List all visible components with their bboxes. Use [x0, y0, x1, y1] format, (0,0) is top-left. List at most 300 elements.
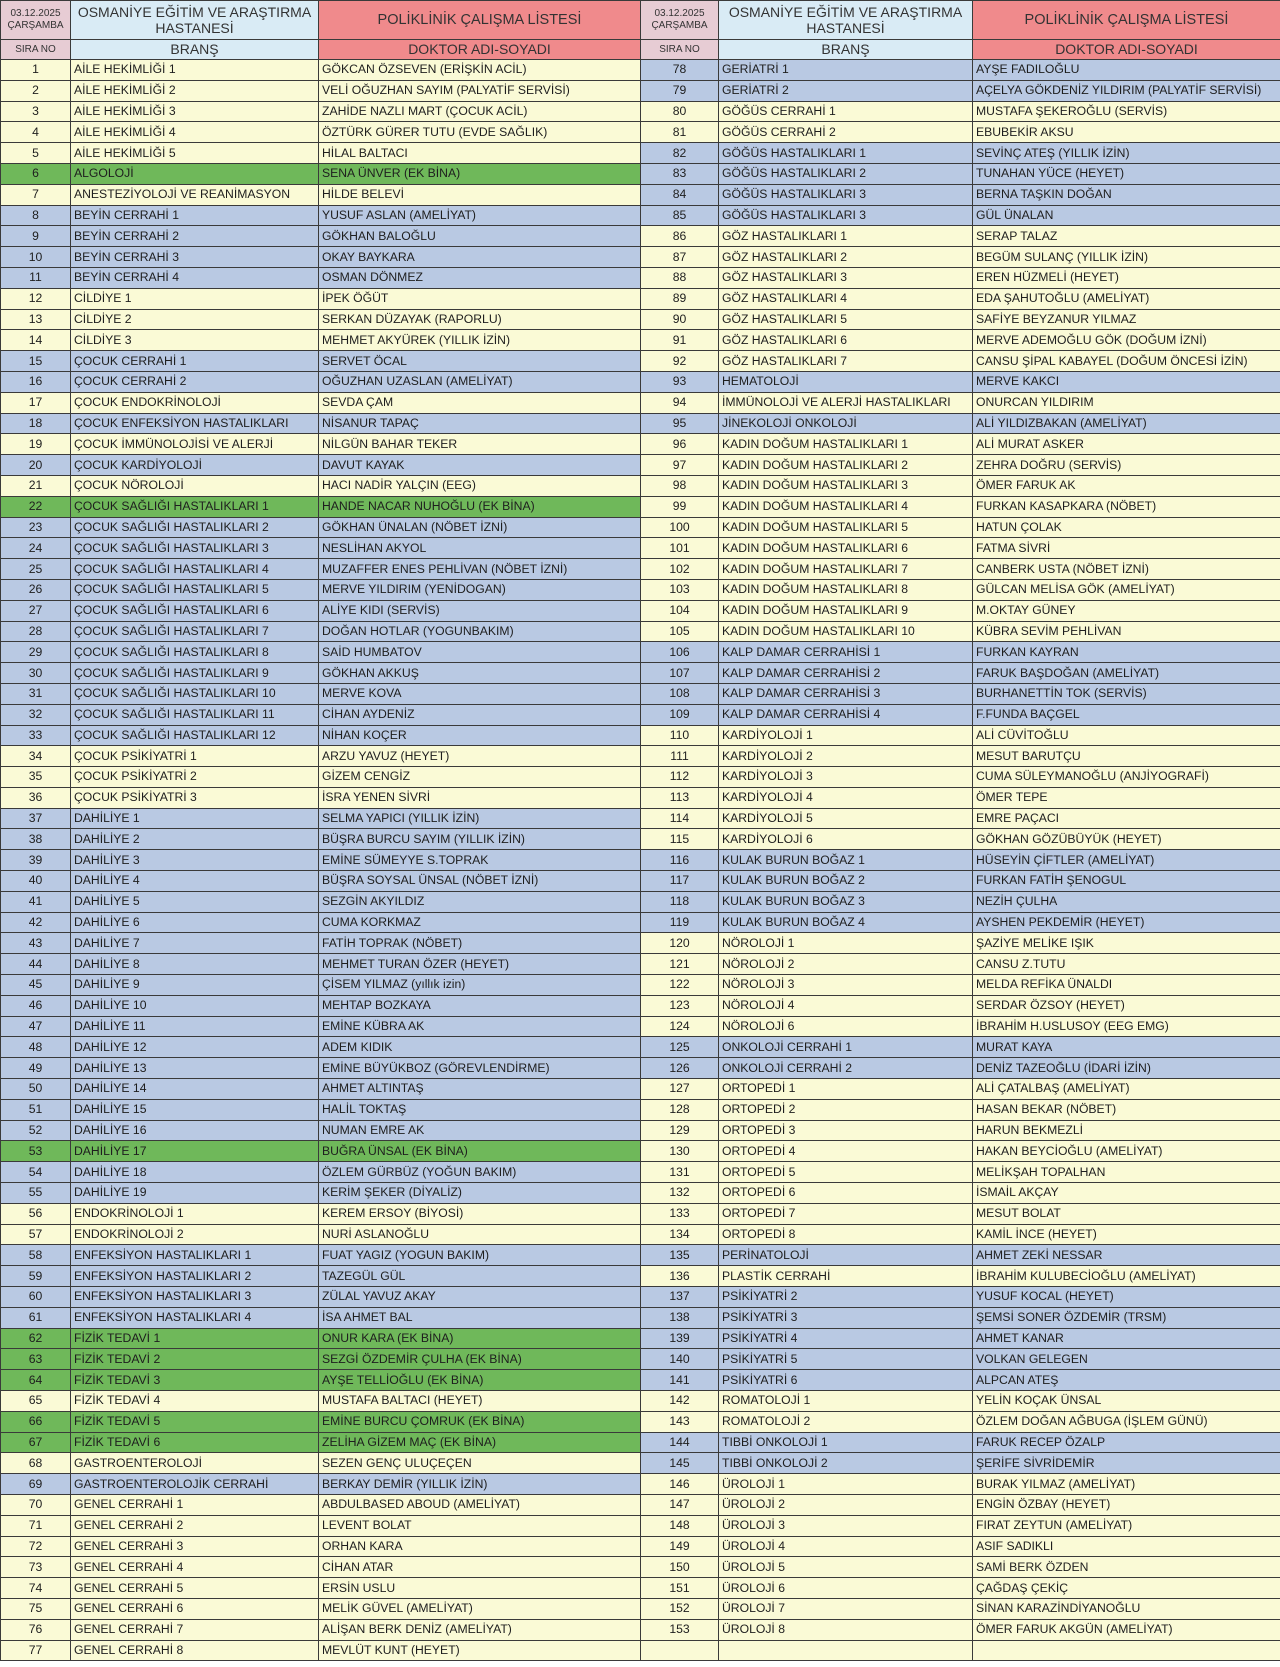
doktor-cell: ALİ YILDIZBAKAN (AMELİYAT): [973, 413, 1280, 434]
brans-cell: [719, 1640, 973, 1661]
sira-no-cell: 39: [1, 850, 71, 871]
table-row: [641, 267, 1280, 288]
brans-cell: KALP DAMAR CERRAHİSİ 3: [719, 683, 973, 704]
doktor-cell: ALİ ÇATALBAŞ (AMELİYAT): [973, 1079, 1280, 1100]
sira-no-cell: 144: [641, 1432, 719, 1453]
doktor-cell: CANSU ŞİPAL KABAYEL (DOĞUM ÖNCESİ İZİN): [973, 351, 1280, 372]
day-label: ÇARŞAMBA: [651, 20, 708, 31]
sira-no-cell: 110: [641, 725, 719, 746]
sira-no-cell: 131: [641, 1162, 719, 1183]
table-row: [641, 579, 1280, 600]
brans-cell: CİLDİYE 3: [71, 330, 319, 351]
table-row: [641, 60, 1280, 81]
doktor-cell: ONURCAN YILDIRIM: [973, 392, 1280, 413]
brans-cell: KADIN DOĞUM HASTALIKLARI 2: [719, 455, 973, 476]
right-table-body: [641, 60, 1280, 1661]
brans-cell: ÜROLOJİ 4: [719, 1536, 973, 1557]
sira-no-cell: 147: [641, 1494, 719, 1515]
table-row: [641, 787, 1280, 808]
doktor-cell: TAZEGÜL GÜL: [319, 1266, 641, 1287]
brans-cell: DAHİLİYE 14: [71, 1079, 319, 1100]
table-row: [1, 475, 641, 496]
doktor-cell: CANBERK USTA (NÖBET İZNİ): [973, 559, 1280, 580]
table-row: [1, 621, 641, 642]
sira-no-cell: 141: [641, 1370, 719, 1391]
sira-no-cell: 81: [641, 122, 719, 143]
sira-no-cell: 40: [1, 871, 71, 892]
brans-cell: ENFEKSİYON HASTALIKLARI 2: [71, 1266, 319, 1287]
sira-no-cell: 62: [1, 1328, 71, 1349]
sira-no-cell: 32: [1, 704, 71, 725]
sira-no-cell: 57: [1, 1224, 71, 1245]
sira-no-cell: 11: [1, 267, 71, 288]
doktor-cell: HÜSEYİN ÇİFTLER (AMELİYAT): [973, 850, 1280, 871]
doktor-cell: [973, 1640, 1280, 1661]
brans-cell: ÇOCUK PSİKİYATRİ 2: [71, 767, 319, 788]
sira-no-cell: 90: [641, 309, 719, 330]
doktor-cell: HARUN BEKMEZLİ: [973, 1120, 1280, 1141]
sira-no-cell: 122: [641, 975, 719, 996]
table-row: [1, 1079, 641, 1100]
doktor-cell: SEZEN GENÇ ULUÇEÇEN: [319, 1453, 641, 1474]
brans-cell: ÇOCUK NÖROLOJİ: [71, 475, 319, 496]
table-row: [1, 600, 641, 621]
table-row: [1, 1432, 641, 1453]
list-title: POLİKLİNİK ÇALIŞMA LİSTESİ: [973, 1, 1280, 40]
doktor-cell: EMİNE BURCU ÇOMRUK (EK BİNA): [319, 1411, 641, 1432]
brans-cell: KARDİYOLOJİ 1: [719, 725, 973, 746]
doktor-cell: VELİ OĞUZHAN SAYIM (PALYATİF SERVİSİ): [319, 80, 641, 101]
sira-no-cell: 119: [641, 912, 719, 933]
brans-cell: ORTOPEDİ 3: [719, 1120, 973, 1141]
sira-no-cell: 69: [1, 1474, 71, 1495]
doktor-cell: KERİM ŞEKER (DİYALİZ): [319, 1183, 641, 1204]
doktor-cell: AYSHEN PEKDEMİR (HEYET): [973, 912, 1280, 933]
sira-no-cell: 109: [641, 704, 719, 725]
sira-no-cell: 120: [641, 933, 719, 954]
brans-cell: DAHİLİYE 9: [71, 975, 319, 996]
date-cell: [641, 1, 719, 40]
brans-cell: ÇOCUK PSİKİYATRİ 1: [71, 746, 319, 767]
table-row: [641, 1557, 1280, 1578]
doktor-cell: DENİZ TAZEOĞLU (İDARİ İZİN): [973, 1058, 1280, 1079]
sira-no-cell: 4: [1, 122, 71, 143]
sira-no-cell: 8: [1, 205, 71, 226]
brans-cell: GÖZ HASTALIKLARI 5: [719, 309, 973, 330]
brans-cell: KARDİYOLOJİ 4: [719, 787, 973, 808]
doktor-cell: NEZİH ÇULHA: [973, 891, 1280, 912]
left-column-header-row: [1, 40, 641, 60]
left-table-body: [1, 60, 641, 1661]
doktor-cell: ŞAZİYE MELİKE IŞIK: [973, 933, 1280, 954]
brans-cell: DAHİLİYE 17: [71, 1141, 319, 1162]
brans-cell: ORTOPEDİ 5: [719, 1162, 973, 1183]
brans-cell: ÇOCUK PSİKİYATRİ 3: [71, 787, 319, 808]
table-row: [641, 1307, 1280, 1328]
brans-cell: ÜROLOJİ 1: [719, 1474, 973, 1495]
table-row: [641, 1536, 1280, 1557]
brans-cell: FİZİK TEDAVİ 1: [71, 1328, 319, 1349]
brans-cell: GÖZ HASTALIKLARI 4: [719, 288, 973, 309]
brans-cell: KADIN DOĞUM HASTALIKLARI 3: [719, 475, 973, 496]
doktor-cell: FARUK RECEP ÖZALP: [973, 1432, 1280, 1453]
table-row: [641, 496, 1280, 517]
table-row: [641, 1203, 1280, 1224]
table-row: [1, 247, 641, 268]
table-row: [641, 1619, 1280, 1640]
sira-no-cell: 25: [1, 559, 71, 580]
sira-no-cell: 56: [1, 1203, 71, 1224]
doktor-cell: SERVET ÖCAL: [319, 351, 641, 372]
brans-cell: CİLDİYE 1: [71, 288, 319, 309]
table-row: [1, 1328, 641, 1349]
table-row: [1, 60, 641, 81]
sira-no-cell: 103: [641, 579, 719, 600]
doktor-cell: KEREM ERSOY (BİYOSİ): [319, 1203, 641, 1224]
doktor-cell: AYŞE TELLİOĞLU (EK BİNA): [319, 1370, 641, 1391]
brans-cell: AİLE HEKİMLİĞİ 2: [71, 80, 319, 101]
brans-cell: GENEL CERRAHİ 4: [71, 1557, 319, 1578]
brans-cell: DAHİLİYE 19: [71, 1183, 319, 1204]
sira-no-cell: 150: [641, 1557, 719, 1578]
brans-cell: ÇOCUK CERRAHİ 2: [71, 371, 319, 392]
doktor-cell: YUSUF KOCAL (HEYET): [973, 1287, 1280, 1308]
table-row: [1, 434, 641, 455]
table-row: [641, 1328, 1280, 1349]
brans-cell: KALP DAMAR CERRAHİSİ 4: [719, 704, 973, 725]
brans-cell: TIBBİ ONKOLOJİ 1: [719, 1432, 973, 1453]
doktor-cell: MUSTAFA BALTACI (HEYET): [319, 1391, 641, 1412]
brans-cell: ENFEKSİYON HASTALIKLARI 1: [71, 1245, 319, 1266]
doktor-cell: SELMA YAPICI (YILLIK İZİN): [319, 808, 641, 829]
brans-cell: KALP DAMAR CERRAHİSİ 1: [719, 642, 973, 663]
sira-no-cell: 31: [1, 683, 71, 704]
sira-no-cell: 145: [641, 1453, 719, 1474]
brans-cell: ÇOCUK SAĞLIĞI HASTALIKLARI 8: [71, 642, 319, 663]
sira-no-cell: 136: [641, 1266, 719, 1287]
brans-cell: KADIN DOĞUM HASTALIKLARI 7: [719, 559, 973, 580]
column-header-doktor: DOKTOR ADI-SOYADI: [319, 40, 641, 60]
table-row: [641, 163, 1280, 184]
sira-no-cell: 48: [1, 1037, 71, 1058]
sira-no-cell: 84: [641, 184, 719, 205]
sira-no-cell: 83: [641, 163, 719, 184]
doktor-cell: ÖZLEM DOĞAN AĞBUGA (İŞLEM GÜNÜ): [973, 1411, 1280, 1432]
brans-cell: PSİKİYATRİ 3: [719, 1307, 973, 1328]
table-row: [641, 871, 1280, 892]
sira-no-cell: 133: [641, 1203, 719, 1224]
brans-cell: BEYİN CERRAHİ 1: [71, 205, 319, 226]
sira-no-cell: 53: [1, 1141, 71, 1162]
doktor-cell: ŞERİFE SİVRİDEMİR: [973, 1453, 1280, 1474]
table-row: [641, 1578, 1280, 1599]
brans-cell: DAHİLİYE 3: [71, 850, 319, 871]
sira-no-cell: 117: [641, 871, 719, 892]
table-row: [1, 1411, 641, 1432]
table-row: [641, 1391, 1280, 1412]
right-column-header-row: [641, 40, 1280, 60]
brans-cell: ANESTEZİYOLOJİ VE REANİMASYON: [71, 184, 319, 205]
brans-cell: PSİKİYATRİ 2: [719, 1287, 973, 1308]
table-row: [641, 975, 1280, 996]
table-row: [1, 371, 641, 392]
brans-cell: ÇOCUK İMMÜNOLOJİSİ VE ALERJİ: [71, 434, 319, 455]
sira-no-cell: 137: [641, 1287, 719, 1308]
doktor-cell: ZAHİDE NAZLI MART (ÇOCUK ACİL): [319, 101, 641, 122]
sira-no-cell: 102: [641, 559, 719, 580]
sira-no-cell: 123: [641, 995, 719, 1016]
table-row: [1, 1016, 641, 1037]
table-row: [641, 475, 1280, 496]
brans-cell: GÖZ HASTALIKLARI 3: [719, 267, 973, 288]
sira-no-cell: 55: [1, 1183, 71, 1204]
doktor-cell: HACI NADİR YALÇIN (EEG): [319, 475, 641, 496]
brans-cell: ÇOCUK SAĞLIĞI HASTALIKLARI 10: [71, 683, 319, 704]
brans-cell: GÖĞÜS HASTALIKLARI 2: [719, 163, 973, 184]
sira-no-cell: 140: [641, 1349, 719, 1370]
brans-cell: AİLE HEKİMLİĞİ 5: [71, 143, 319, 164]
doktor-cell: EMİNE SÜMEYYE S.TOPRAK: [319, 850, 641, 871]
brans-cell: PSİKİYATRİ 6: [719, 1370, 973, 1391]
brans-cell: GENEL CERRAHİ 8: [71, 1640, 319, 1661]
brans-cell: ÜROLOJİ 3: [719, 1515, 973, 1536]
brans-cell: PLASTİK CERRAHİ: [719, 1266, 973, 1287]
table-row: [641, 1432, 1280, 1453]
brans-cell: ÜROLOJİ 6: [719, 1578, 973, 1599]
brans-cell: NÖROLOJİ 3: [719, 975, 973, 996]
sira-no-cell: 7: [1, 184, 71, 205]
doktor-cell: AÇELYA GÖKDENİZ YILDIRIM (PALYATİF SERVİSİ): [973, 80, 1280, 101]
brans-cell: ÜROLOJİ 2: [719, 1494, 973, 1515]
sira-no-cell: 98: [641, 475, 719, 496]
sira-no-cell: 22: [1, 496, 71, 517]
right-title-row: [641, 1, 1280, 40]
doktor-cell: SAİD HUMBATOV: [319, 642, 641, 663]
doktor-cell: EMİNE BÜYÜKBOZ (GÖREVLENDİRME): [319, 1058, 641, 1079]
sira-no-cell: 118: [641, 891, 719, 912]
doktor-cell: MEHTAP BOZKAYA: [319, 995, 641, 1016]
date-label: 03.12.2025: [654, 8, 705, 19]
column-header-sira-no: SIRA NO: [641, 40, 719, 60]
brans-cell: GÖZ HASTALIKLARI 1: [719, 226, 973, 247]
table-row: [641, 1058, 1280, 1079]
doktor-cell: FARUK BAŞDOĞAN (AMELİYAT): [973, 663, 1280, 684]
table-row: [1, 496, 641, 517]
brans-cell: DAHİLİYE 10: [71, 995, 319, 1016]
doktor-cell: OKAY BAYKARA: [319, 247, 641, 268]
brans-cell: PERİNATOLOJİ: [719, 1245, 973, 1266]
table-row: [1, 1536, 641, 1557]
brans-cell: NÖROLOJİ 6: [719, 1016, 973, 1037]
doktor-cell: GÖKCAN ÖZSEVEN (ERİŞKİN ACİL): [319, 60, 641, 81]
doktor-cell: NİHAN KOÇER: [319, 725, 641, 746]
table-row: [641, 1494, 1280, 1515]
brans-cell: KADIN DOĞUM HASTALIKLARI 5: [719, 517, 973, 538]
brans-cell: ONKOLOJİ CERRAHİ 2: [719, 1058, 973, 1079]
column-header-brans: BRANŞ: [719, 40, 973, 60]
brans-cell: BEYİN CERRAHİ 4: [71, 267, 319, 288]
doktor-cell: ARZU YAVUZ (HEYET): [319, 746, 641, 767]
sira-no-cell: 101: [641, 538, 719, 559]
table-row: [641, 517, 1280, 538]
table-row: [641, 1474, 1280, 1495]
doktor-cell: ONUR KARA (EK BİNA): [319, 1328, 641, 1349]
table-row: [641, 850, 1280, 871]
doktor-cell: BUĞRA ÜNSAL (EK BİNA): [319, 1141, 641, 1162]
doktor-cell: CUMA KORKMAZ: [319, 912, 641, 933]
table-row: [1, 954, 641, 975]
sira-no-cell: 33: [1, 725, 71, 746]
doktor-cell: CİHAN ATAR: [319, 1557, 641, 1578]
table-row: [1, 704, 641, 725]
table-row: [641, 663, 1280, 684]
table-row: [1, 413, 641, 434]
brans-cell: DAHİLİYE 12: [71, 1037, 319, 1058]
sira-no-cell: 87: [641, 247, 719, 268]
table-row: [641, 101, 1280, 122]
doktor-cell: İSMAİL AKÇAY: [973, 1183, 1280, 1204]
sira-no-cell: 104: [641, 600, 719, 621]
brans-cell: DAHİLİYE 11: [71, 1016, 319, 1037]
doktor-cell: ABDULBASED ABOUD (AMELİYAT): [319, 1494, 641, 1515]
sira-no-cell: 21: [1, 475, 71, 496]
doktor-cell: SERKAN DÜZAYAK (RAPORLU): [319, 309, 641, 330]
sira-no-cell: [641, 1640, 719, 1661]
table-row: [1, 850, 641, 871]
table-row: [1, 1453, 641, 1474]
brans-cell: FİZİK TEDAVİ 2: [71, 1349, 319, 1370]
brans-cell: DAHİLİYE 16: [71, 1120, 319, 1141]
sira-no-cell: 99: [641, 496, 719, 517]
table-row: [1, 746, 641, 767]
doktor-cell: ORHAN KARA: [319, 1536, 641, 1557]
table-row: [641, 767, 1280, 788]
doktor-cell: SAFİYE BEYZANUR YILMAZ: [973, 309, 1280, 330]
brans-cell: GÖĞÜS CERRAHİ 2: [719, 122, 973, 143]
doktor-cell: GÖKHAN BALOĞLU: [319, 226, 641, 247]
doktor-cell: FURKAN KAYRAN: [973, 642, 1280, 663]
table-row: [641, 559, 1280, 580]
brans-cell: ENFEKSİYON HASTALIKLARI 4: [71, 1307, 319, 1328]
brans-cell: KADIN DOĞUM HASTALIKLARI 4: [719, 496, 973, 517]
hospital-name: OSMANİYE EĞİTİM VE ARAŞTIRMA HASTANESİ: [719, 1, 973, 40]
table-row: [1, 122, 641, 143]
doktor-cell: ÖZLEM GÜRBÜZ (YOĞUN BAKIM): [319, 1162, 641, 1183]
sira-no-cell: 79: [641, 80, 719, 101]
doktor-cell: SERDAR ÖZSOY (HEYET): [973, 995, 1280, 1016]
doktor-cell: ENGİN ÖZBAY (HEYET): [973, 1494, 1280, 1515]
table-row: [641, 143, 1280, 164]
sira-no-cell: 73: [1, 1557, 71, 1578]
table-row: [641, 184, 1280, 205]
doktor-cell: EDA ŞAHUTOĞLU (AMELİYAT): [973, 288, 1280, 309]
table-row: [641, 1245, 1280, 1266]
brans-cell: NÖROLOJİ 4: [719, 995, 973, 1016]
sira-no-cell: 115: [641, 829, 719, 850]
sira-no-cell: 93: [641, 371, 719, 392]
table-row: [641, 1453, 1280, 1474]
doktor-cell: GÜL ÜNALAN: [973, 205, 1280, 226]
table-row: [1, 184, 641, 205]
sira-no-cell: 3: [1, 101, 71, 122]
sira-no-cell: 24: [1, 538, 71, 559]
sira-no-cell: 126: [641, 1058, 719, 1079]
brans-cell: BEYİN CERRAHİ 2: [71, 226, 319, 247]
sira-no-cell: 51: [1, 1099, 71, 1120]
sira-no-cell: 50: [1, 1079, 71, 1100]
doktor-cell: ALİŞAN BERK DENİZ (AMELİYAT): [319, 1619, 641, 1640]
table-row: [641, 621, 1280, 642]
table-row: [1, 995, 641, 1016]
sira-no-cell: 61: [1, 1307, 71, 1328]
sira-no-cell: 49: [1, 1058, 71, 1079]
sira-no-cell: 38: [1, 829, 71, 850]
sira-no-cell: 23: [1, 517, 71, 538]
table-row: [641, 1598, 1280, 1619]
sira-no-cell: 67: [1, 1432, 71, 1453]
brans-cell: ENFEKSİYON HASTALIKLARI 3: [71, 1287, 319, 1308]
list-title: POLİKLİNİK ÇALIŞMA LİSTESİ: [319, 1, 641, 40]
doktor-cell: MELDA REFİKA ÜNALDI: [973, 975, 1280, 996]
doktor-cell: KÜBRA SEVİM PEHLİVAN: [973, 621, 1280, 642]
brans-cell: ENDOKRİNOLOJİ 1: [71, 1203, 319, 1224]
brans-cell: FİZİK TEDAVİ 6: [71, 1432, 319, 1453]
table-row: [1, 226, 641, 247]
sira-no-cell: 100: [641, 517, 719, 538]
doktor-cell: ÖMER TEPE: [973, 787, 1280, 808]
table-row: [1, 1640, 641, 1661]
table-row: [1, 1037, 641, 1058]
brans-cell: DAHİLİYE 7: [71, 933, 319, 954]
doktor-cell: ALİ MURAT ASKER: [973, 434, 1280, 455]
sira-no-cell: 111: [641, 746, 719, 767]
sira-no-cell: 134: [641, 1224, 719, 1245]
table-row: [1, 80, 641, 101]
sira-no-cell: 105: [641, 621, 719, 642]
doktor-cell: AHMET ZEKİ NESSAR: [973, 1245, 1280, 1266]
sira-no-cell: 15: [1, 351, 71, 372]
brans-cell: DAHİLİYE 15: [71, 1099, 319, 1120]
brans-cell: GÖĞÜS HASTALIKLARI 3: [719, 184, 973, 205]
sira-no-cell: 152: [641, 1598, 719, 1619]
table-row: [1, 767, 641, 788]
brans-cell: GÖĞÜS HASTALIKLARI 1: [719, 143, 973, 164]
sira-no-cell: 75: [1, 1598, 71, 1619]
brans-cell: DAHİLİYE 6: [71, 912, 319, 933]
table-row: [641, 704, 1280, 725]
table-row: [1, 267, 641, 288]
table-row: [641, 309, 1280, 330]
doktor-cell: SEVİNÇ ATEŞ (YILLIK İZİN): [973, 143, 1280, 164]
sira-no-cell: 44: [1, 954, 71, 975]
doktor-cell: HİLAL BALTACI: [319, 143, 641, 164]
doktor-cell: ŞEMSİ SONER ÖZDEMİR (TRSM): [973, 1307, 1280, 1328]
sira-no-cell: 29: [1, 642, 71, 663]
table-row: [1, 288, 641, 309]
table-row: [641, 205, 1280, 226]
doktor-cell: MURAT KAYA: [973, 1037, 1280, 1058]
brans-cell: BEYİN CERRAHİ 3: [71, 247, 319, 268]
table-row: [1, 829, 641, 850]
table-row: [1, 351, 641, 372]
sira-no-cell: 132: [641, 1183, 719, 1204]
brans-cell: GENEL CERRAHİ 1: [71, 1494, 319, 1515]
table-row: [1, 538, 641, 559]
table-row: [641, 1141, 1280, 1162]
doktor-cell: SERAP TALAZ: [973, 226, 1280, 247]
brans-cell: KADIN DOĞUM HASTALIKLARI 1: [719, 434, 973, 455]
sira-no-cell: 138: [641, 1307, 719, 1328]
